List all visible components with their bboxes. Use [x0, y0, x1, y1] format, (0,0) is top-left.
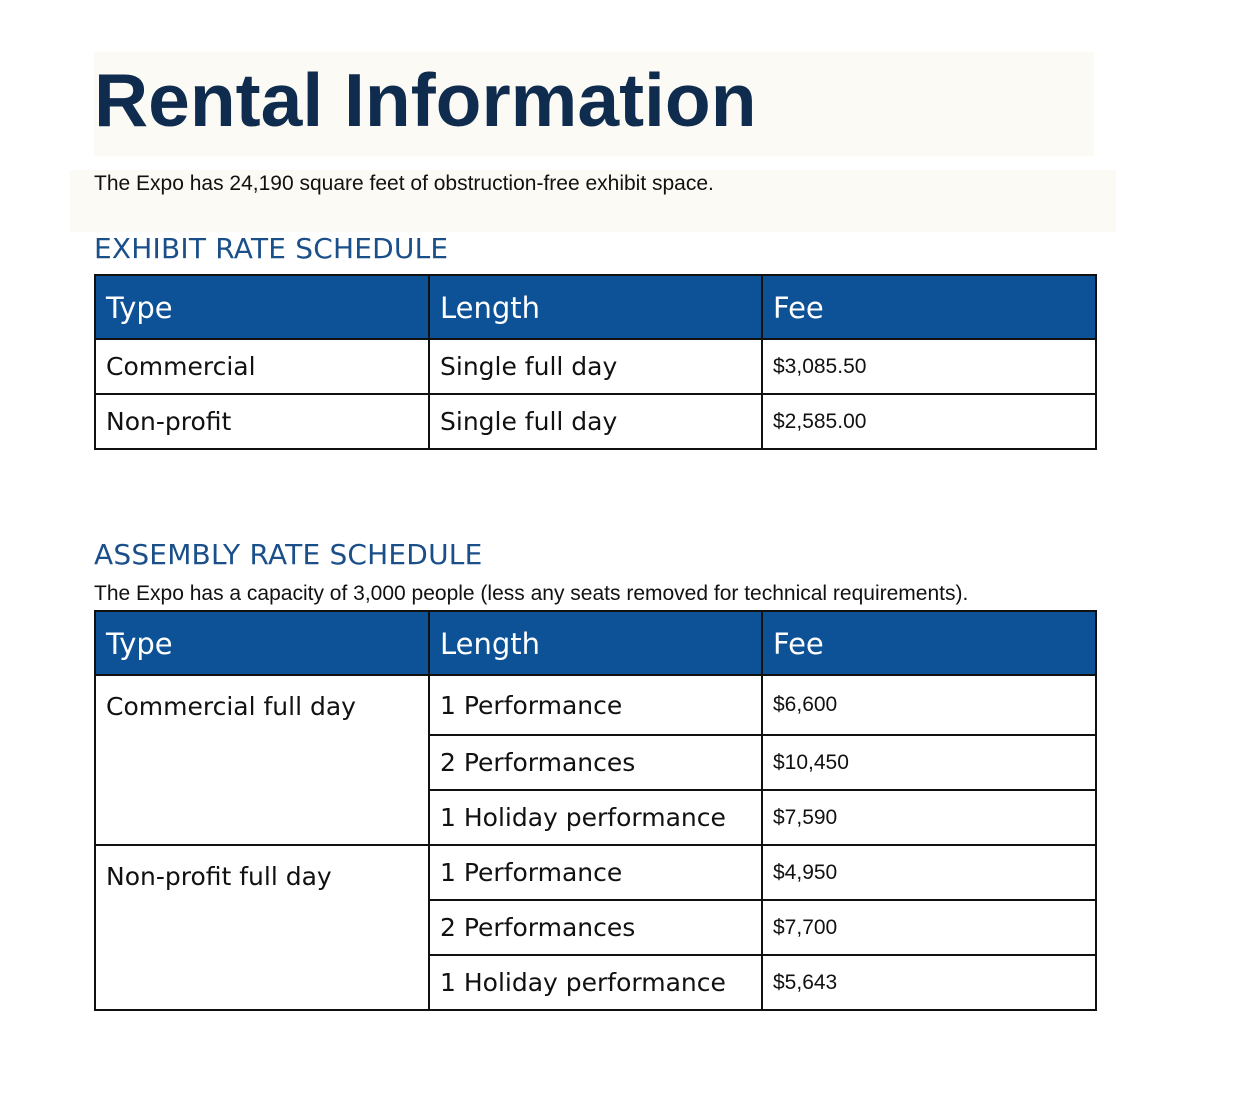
fee-cell: $7,700 — [762, 900, 1096, 955]
assembly-rate-table — [94, 610, 1097, 1011]
intro-text: The Expo has 24,190 square feet of obstruction-free exhibit space. — [94, 172, 714, 195]
type-cell: Commercial — [95, 339, 429, 394]
exhibit-heading: EXHIBIT RATE SCHEDULE — [94, 232, 449, 265]
assembly-heading: ASSEMBLY RATE SCHEDULE — [94, 538, 483, 571]
fee-cell: $7,590 — [762, 790, 1096, 845]
assembly-capacity-note: The Expo has a capacity of 3,000 people (less any seats removed for technical requirements). — [94, 582, 969, 605]
table-header-row — [95, 611, 1096, 675]
column-header-fee: Fee — [762, 275, 1096, 339]
column-header-type: Type — [95, 611, 429, 675]
type-cell: Non-profit — [95, 394, 429, 449]
table-row — [95, 845, 1096, 900]
exhibit-rate-table — [94, 274, 1097, 450]
type-cell: Commercial full day — [95, 675, 429, 845]
length-cell: 1 Holiday performance — [429, 790, 762, 845]
fee-cell: $2,585.00 — [762, 394, 1096, 449]
fee-cell: $10,450 — [762, 735, 1096, 790]
page-title: Rental Information — [94, 58, 757, 142]
type-cell: Non-profit full day — [95, 845, 429, 1010]
fee-cell: $3,085.50 — [762, 339, 1096, 394]
table-row — [95, 675, 1096, 735]
length-cell: Single full day — [429, 394, 762, 449]
column-header-fee: Fee — [762, 611, 1096, 675]
fee-cell: $5,643 — [762, 955, 1096, 1010]
table-header-row — [95, 275, 1096, 339]
column-header-length: Length — [429, 611, 762, 675]
column-header-type: Type — [95, 275, 429, 339]
table-row — [95, 339, 1096, 394]
length-cell: 1 Performance — [429, 675, 762, 735]
column-header-length: Length — [429, 275, 762, 339]
fee-cell: $6,600 — [762, 675, 1096, 735]
length-cell: 1 Performance — [429, 845, 762, 900]
length-cell: 1 Holiday performance — [429, 955, 762, 1010]
length-cell: Single full day — [429, 339, 762, 394]
fee-cell: $4,950 — [762, 845, 1096, 900]
length-cell: 2 Performances — [429, 900, 762, 955]
length-cell: 2 Performances — [429, 735, 762, 790]
table-row — [95, 394, 1096, 449]
